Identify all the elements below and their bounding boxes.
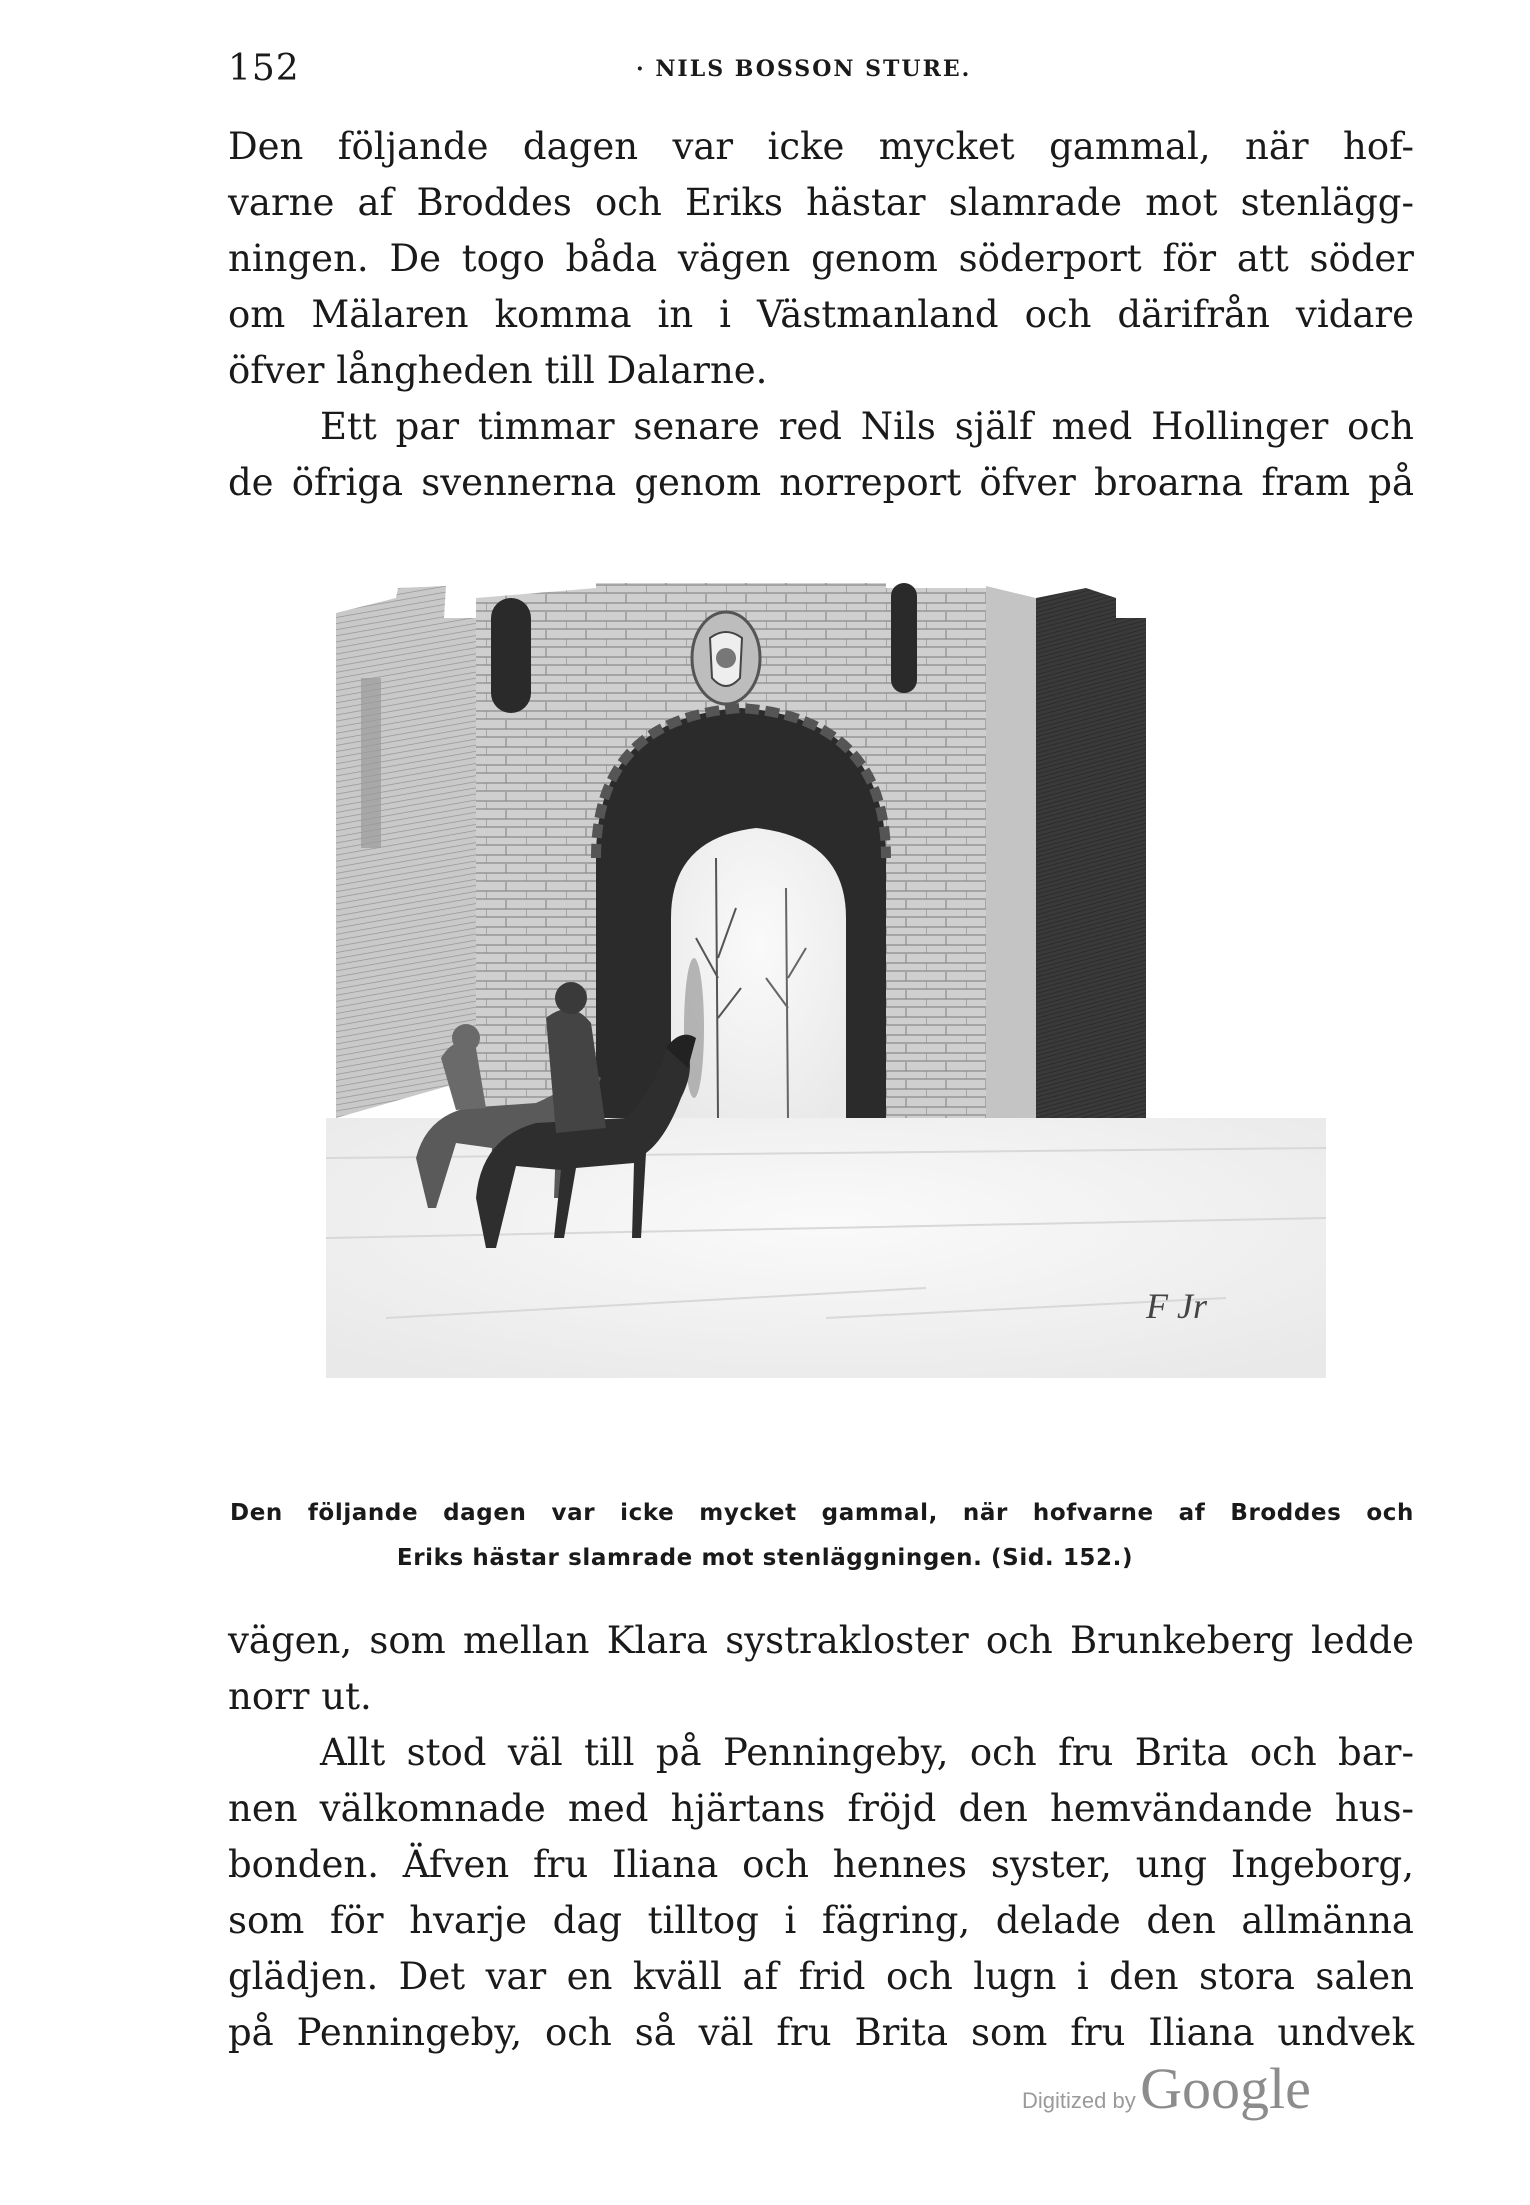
text-line: Den följande dagen var icke mycket gammal, när hof- [228, 125, 1414, 168]
figure-caption-line-1: Den följande dagen var icke mycket gammal, när hofvarne af Broddes och [230, 1500, 1414, 1526]
text-line: på Penningeby, och så väl fru Brita som fru Iliana undvek [228, 2011, 1414, 2054]
google-logo: Google [1140, 2056, 1311, 2121]
text-line: norr ut. [228, 1675, 372, 1718]
artist-signature: F Jr [1146, 1286, 1207, 1326]
text-line: glädjen. Det var en kväll af frid och lugn i den stora salen [228, 1955, 1414, 1998]
coat-of-arms [692, 612, 760, 704]
text-line: varne af Broddes och Eriks hästar slamrade mot stenlägg- [228, 181, 1414, 224]
text-line: bonden. Äfven fru Iliana och hennes syster, ung Ingeborg, [228, 1843, 1414, 1886]
text-line: Ett par timmar senare red Nils själf med Hollinger och [320, 405, 1414, 448]
text-line: öfver långheden till Dalarne. [228, 349, 768, 392]
page-number: 152 [228, 48, 300, 89]
text-line: nen välkomnade med hjärtans fröjd den hemvändande hus- [228, 1787, 1414, 1830]
text-line: Allt stod väl till på Penningeby, och fru Brita och bar- [320, 1731, 1414, 1774]
text-line: om Mälaren komma in i Västmanland och därifrån vidare [228, 293, 1414, 336]
watermark-prefix: Digitized by [1022, 2088, 1136, 2113]
text-line: som för hvarje dag tilltog i fägring, delade den allmänna [228, 1899, 1414, 1942]
text-line: ningen. De togo båda vägen genom söderport för att söder [228, 237, 1414, 280]
digitization-watermark [1022, 2055, 1311, 2122]
running-title: · NILS BOSSON STURE. [636, 56, 972, 82]
text-line: vägen, som mellan Klara systrakloster och Brunkeberg ledde [228, 1619, 1414, 1662]
text-line: de öfriga svennerna genom norreport öfver broarna fram på [228, 461, 1414, 504]
figure-caption-line-2: Eriks hästar slamrade mot stenläggningen. (Sid. 152.) [396, 1545, 1134, 1571]
gate-illustration [326, 558, 1326, 1378]
